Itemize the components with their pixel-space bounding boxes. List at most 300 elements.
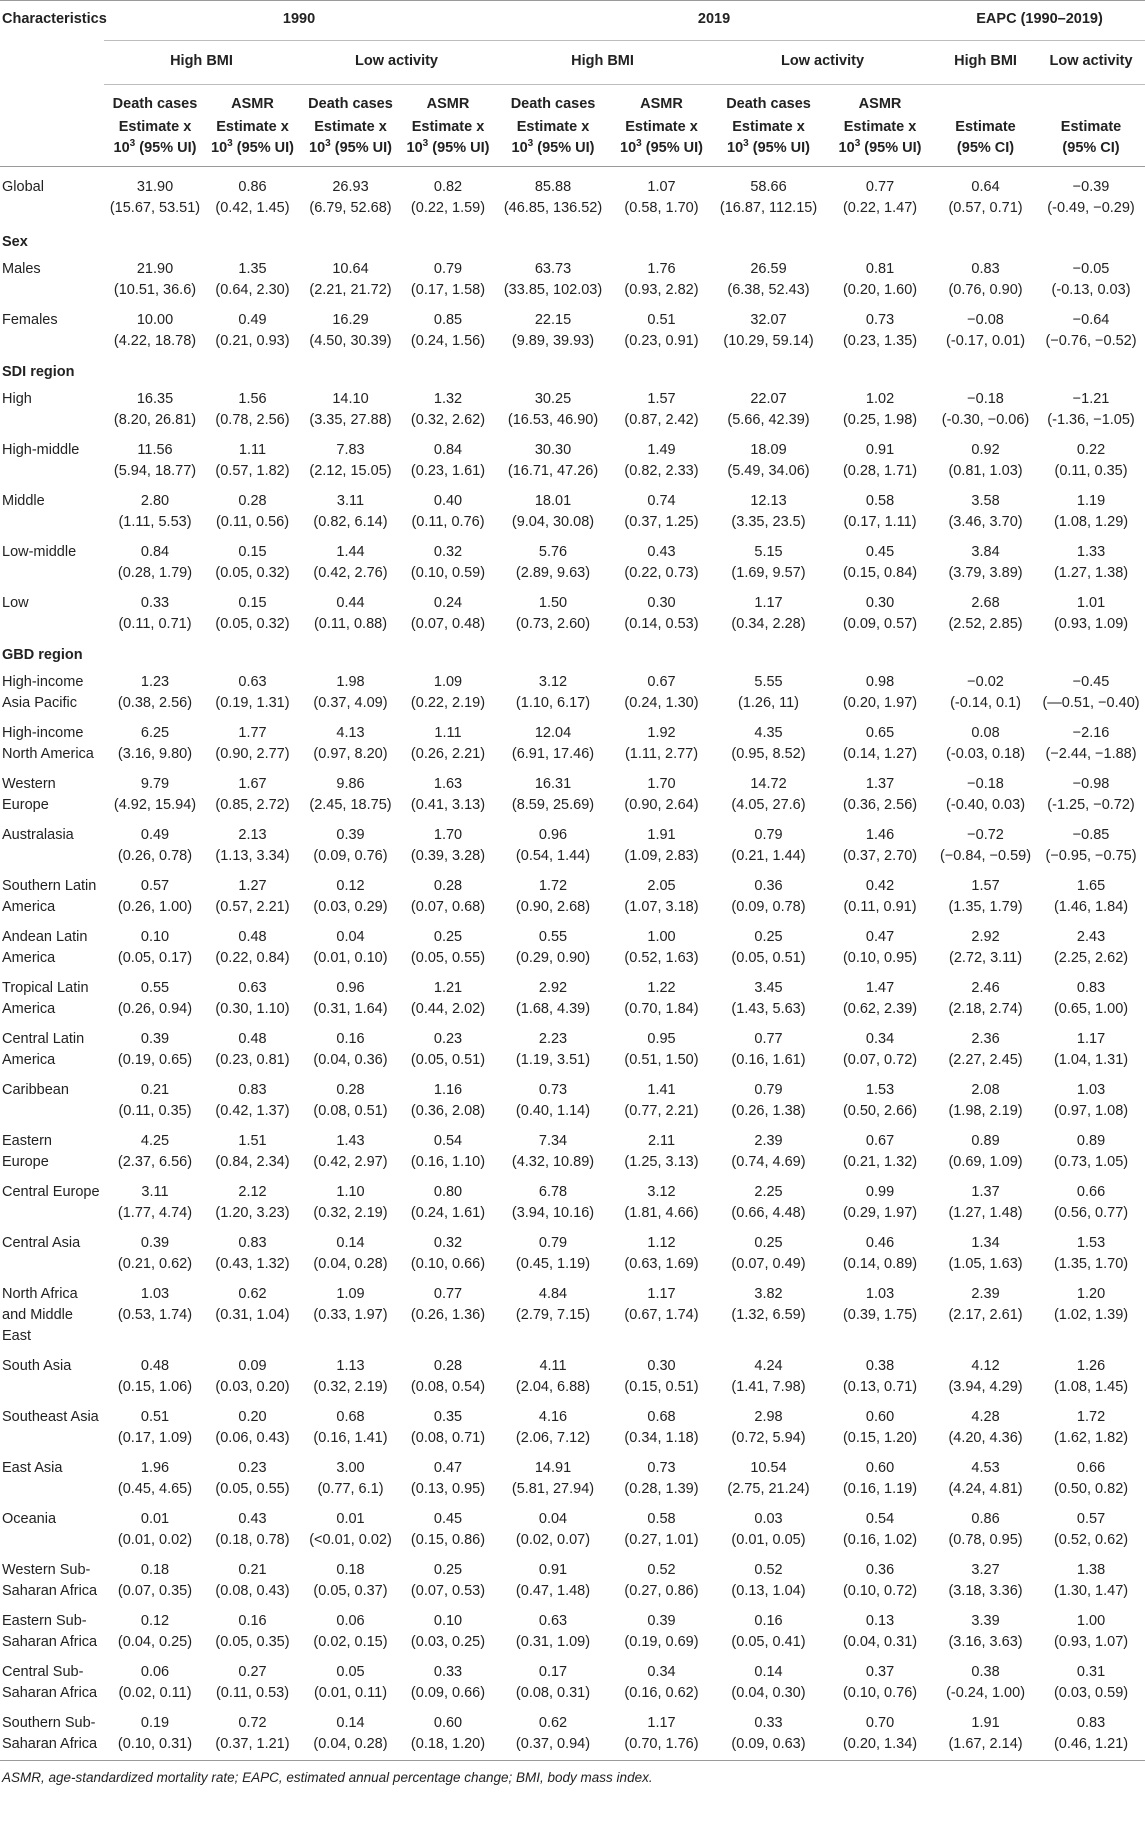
table-cell	[612, 821, 711, 872]
table-cell	[206, 821, 299, 872]
cell-interval: (0.11, 0.56)	[215, 514, 290, 530]
header-units-ui	[714, 138, 823, 159]
cell-interval: (1.09, 2.83)	[624, 848, 699, 864]
cell-interval: (0.66, 4.48)	[731, 1205, 806, 1221]
row-label: Males	[2, 261, 41, 277]
header-death-cases	[104, 85, 206, 167]
table-cell	[934, 719, 1037, 770]
table-cell	[402, 770, 494, 821]
cell-interval: (1.67, 2.14)	[948, 1736, 1023, 1752]
cell-interval: (1.32, 6.59)	[731, 1307, 806, 1323]
cell-interval: (1.62, 1.82)	[1053, 1430, 1129, 1446]
header-ten: 10	[309, 140, 326, 156]
row-label: Central Latin America	[2, 1031, 85, 1068]
table-cell	[612, 385, 711, 436]
cell-interval: (33.85, 102.03)	[503, 282, 603, 298]
cell-interval: (6.91, 17.46)	[511, 746, 595, 762]
cell-estimate: 16.35	[136, 391, 174, 407]
table-cell	[934, 306, 1037, 357]
cell-interval: (2.12, 15.05)	[309, 463, 392, 479]
cell-estimate: 0.49	[140, 827, 170, 843]
cell-interval: (0.10, 0.66)	[410, 1256, 486, 1272]
table-row	[0, 385, 1145, 436]
cell-interval: (0.04, 0.25)	[117, 1634, 193, 1650]
cell-interval: (0.09, 0.66)	[410, 1685, 486, 1701]
cell-interval: (2.52, 2.85)	[948, 616, 1023, 632]
cell-estimate: 3.12	[538, 674, 568, 690]
cell-interval: (0.93, 1.07)	[1053, 1634, 1129, 1650]
table-cell	[1037, 589, 1145, 640]
cell-estimate: 1.70	[433, 827, 463, 843]
cell-interval: (0.10, 0.31)	[117, 1736, 193, 1752]
table-cell	[104, 1403, 206, 1454]
cell-estimate: 0.92	[971, 442, 1000, 458]
table-cell	[612, 306, 711, 357]
cell-interval: (0.37, 0.94)	[515, 1736, 591, 1752]
header-units-ui	[209, 138, 296, 159]
table-cell	[826, 1076, 934, 1127]
cell-interval: (0.24, 1.61)	[410, 1205, 486, 1221]
table-cell	[612, 1178, 711, 1229]
table-cell	[711, 385, 826, 436]
cell-estimate: 0.15	[238, 544, 267, 560]
table-cell	[494, 821, 612, 872]
cell-estimate: 10.54	[750, 1460, 787, 1476]
table-cell	[494, 1076, 612, 1127]
header-asmr-label: ASMR	[640, 96, 683, 112]
cell-estimate: 1.23	[140, 674, 170, 690]
cell-estimate: 1.00	[1076, 1613, 1106, 1629]
cell-estimate: 0.89	[971, 1133, 1000, 1149]
table-cell	[494, 1352, 612, 1403]
cell-interval: (4.05, 27.6)	[731, 797, 806, 813]
table-cell	[711, 589, 826, 640]
table-cell	[104, 538, 206, 589]
table-cell	[711, 1709, 826, 1761]
table-cell	[1037, 167, 1145, 228]
table-cell	[299, 1709, 402, 1761]
cell-estimate: 4.28	[971, 1409, 1000, 1425]
table-cell	[206, 923, 299, 974]
cell-estimate: 3.11	[141, 1184, 169, 1200]
row-label: Western Europe	[2, 776, 56, 813]
cell-interval: (0.85, 2.72)	[215, 797, 290, 813]
table-cell	[934, 821, 1037, 872]
cell-interval: (0.17, 1.58)	[410, 282, 486, 298]
cell-estimate: 0.37	[865, 1664, 895, 1680]
header-exponent: 3	[422, 138, 429, 150]
cell-estimate: 1.03	[140, 1286, 170, 1302]
cell-interval: (0.26, 0.94)	[117, 1001, 193, 1017]
cell-interval: (0.11, 0.76)	[411, 514, 485, 530]
table-cell	[206, 1556, 299, 1607]
cell-estimate: 0.31	[1076, 1664, 1106, 1680]
cell-estimate: 0.28	[336, 1082, 365, 1098]
header-estimate-ci	[1037, 85, 1145, 167]
table-cell	[402, 385, 494, 436]
cell-estimate: 0.25	[754, 1235, 783, 1251]
cell-estimate: 0.45	[433, 1511, 463, 1527]
table-row	[0, 1709, 1145, 1761]
cell-interval: (2.04, 6.88)	[515, 1379, 591, 1395]
cell-estimate: 0.35	[433, 1409, 463, 1425]
cell-estimate: 0.51	[647, 312, 676, 328]
header-ci: (95% CI)	[1062, 140, 1120, 156]
cell-estimate: 2.80	[140, 493, 170, 509]
cell-estimate: 1.76	[647, 261, 676, 277]
cell-interval: (0.07, 0.35)	[117, 1583, 193, 1599]
row-label: Low	[2, 595, 29, 611]
table-cell	[711, 668, 826, 719]
cell-estimate: 0.33	[433, 1664, 463, 1680]
header-ten: 10	[727, 140, 744, 156]
cell-interval: (0.18, 1.20)	[410, 1736, 486, 1752]
cell-interval: (2.27, 2.45)	[948, 1052, 1023, 1068]
cell-interval: (0.08, 0.31)	[515, 1685, 591, 1701]
cell-estimate: 0.91	[865, 442, 895, 458]
table-cell	[494, 385, 612, 436]
table-cell	[934, 1280, 1037, 1352]
cell-interval: (0.15, 1.06)	[117, 1379, 193, 1395]
table-footnote: ASMR, age-standardized mortality rate; EAPC, estimated annual percentage change; BMI, body mass index.	[2, 1770, 653, 1785]
cell-interval: (0.10, 0.76)	[842, 1685, 918, 1701]
table-cell	[206, 1454, 299, 1505]
table-cell	[104, 436, 206, 487]
table-cell	[711, 770, 826, 821]
table-cell	[826, 1280, 934, 1352]
cell-estimate: 5.55	[754, 674, 783, 690]
cell-interval: (0.50, 2.66)	[842, 1103, 918, 1119]
cell-estimate: 0.28	[433, 1358, 463, 1374]
cell-interval: (0.52, 1.63)	[624, 950, 699, 966]
cell-estimate: 0.38	[865, 1358, 895, 1374]
cell-interval: (0.11, 0.35)	[118, 1103, 192, 1119]
header-2019-high-bmi: High BMI	[494, 41, 711, 85]
cell-interval: (0.90, 2.77)	[215, 746, 290, 762]
cell-interval: (1.04, 1.31)	[1053, 1052, 1129, 1068]
cell-estimate: 0.79	[433, 261, 463, 277]
cell-estimate: 4.25	[140, 1133, 170, 1149]
table-cell	[1037, 1280, 1145, 1352]
group-header-row	[0, 640, 1145, 668]
cell-interval: (1.25, 3.13)	[624, 1154, 699, 1170]
cell-interval: (2.06, 7.12)	[515, 1430, 591, 1446]
cell-interval: (2.37, 6.56)	[117, 1154, 193, 1170]
cell-interval: (8.20, 26.81)	[113, 412, 197, 428]
table-cell	[402, 306, 494, 357]
cell-estimate: 0.60	[865, 1409, 895, 1425]
cell-estimate: 0.18	[336, 1562, 365, 1578]
cell-estimate: 0.04	[538, 1511, 568, 1527]
cell-interval: (9.89, 39.93)	[511, 333, 595, 349]
table-cell	[494, 1607, 612, 1658]
cell-estimate: 7.34	[538, 1133, 568, 1149]
cell-interval: (0.22, 1.59)	[410, 200, 486, 216]
cell-interval: (0.39, 1.75)	[842, 1307, 918, 1323]
table-cell	[1037, 436, 1145, 487]
table-cell	[104, 385, 206, 436]
cell-interval: (0.02, 0.15)	[313, 1634, 388, 1650]
cell-interval: (-0.03, 0.18)	[946, 746, 1026, 762]
cell-interval: (0.45, 1.19)	[515, 1256, 591, 1272]
table-cell	[104, 1127, 206, 1178]
cell-estimate: 85.88	[534, 179, 572, 195]
table-cell	[711, 821, 826, 872]
table-cell	[206, 1025, 299, 1076]
table-cell	[612, 1658, 711, 1709]
table-cell	[612, 1280, 711, 1352]
table-cell	[494, 1403, 612, 1454]
table-cell	[934, 770, 1037, 821]
cell-estimate: 2.36	[971, 1031, 1000, 1047]
table-cell	[612, 255, 711, 306]
table-cell	[934, 1709, 1037, 1761]
table-cell	[206, 1607, 299, 1658]
cell-estimate: −0.72	[967, 827, 1004, 843]
cell-estimate: 0.63	[238, 980, 267, 996]
table-cell	[104, 589, 206, 640]
row-label: Oceania	[2, 1511, 57, 1527]
cell-interval: (0.45, 4.65)	[117, 1481, 193, 1497]
table-cell	[402, 872, 494, 923]
cell-interval: (0.58, 1.70)	[624, 200, 699, 216]
cell-interval: (0.93, 1.09)	[1053, 616, 1129, 632]
table-row	[0, 1658, 1145, 1709]
cell-interval: (0.11, 0.35)	[1054, 463, 1128, 479]
header-estimate-ci	[934, 85, 1037, 167]
table-row	[0, 1025, 1145, 1076]
cell-interval: (1.41, 7.98)	[731, 1379, 806, 1395]
table-cell	[826, 974, 934, 1025]
table-cell	[402, 1556, 494, 1607]
cell-estimate: 0.21	[140, 1082, 170, 1098]
cell-estimate: 0.21	[238, 1562, 267, 1578]
table-cell	[826, 821, 934, 872]
table-row	[0, 770, 1145, 821]
header-ui: (95% UI)	[533, 140, 595, 156]
cell-estimate: 1.91	[971, 1715, 1000, 1731]
group-header-row	[0, 227, 1145, 255]
table-header	[0, 1, 1145, 167]
cell-estimate: 0.96	[336, 980, 365, 996]
table-cell	[1037, 1709, 1145, 1761]
table-cell	[104, 1352, 206, 1403]
cell-estimate: 1.37	[865, 776, 895, 792]
table-cell	[934, 167, 1037, 228]
cell-estimate: 0.96	[538, 827, 568, 843]
header-asmr	[402, 85, 494, 167]
cell-interval: (0.05, 0.32)	[215, 565, 290, 581]
table-cell	[934, 1127, 1037, 1178]
cell-estimate: 0.80	[433, 1184, 463, 1200]
header-ui: (95% UI)	[232, 140, 294, 156]
table-cell	[494, 1709, 612, 1761]
table-cell	[494, 974, 612, 1025]
table-cell	[299, 923, 402, 974]
header-death-cases-label: Death cases	[510, 96, 596, 112]
cell-estimate: 0.10	[140, 929, 170, 945]
table-cell	[612, 1505, 711, 1556]
cell-interval: (0.17, 1.09)	[117, 1430, 193, 1446]
cell-interval: (0.07, 0.48)	[410, 616, 486, 632]
table-cell	[612, 719, 711, 770]
cell-estimate: 0.47	[865, 929, 895, 945]
table-cell	[402, 1658, 494, 1709]
table-cell	[402, 1178, 494, 1229]
table-cell	[299, 589, 402, 640]
table-cell	[402, 923, 494, 974]
table-cell	[494, 1127, 612, 1178]
cell-estimate: 0.95	[647, 1031, 676, 1047]
cell-estimate: −0.85	[1072, 827, 1110, 843]
cell-estimate: 2.39	[754, 1133, 783, 1149]
cell-interval: (0.26, 1.36)	[410, 1307, 486, 1323]
header-exponent: 3	[854, 138, 861, 150]
table-cell	[494, 436, 612, 487]
table-cell	[402, 255, 494, 306]
cell-interval: (0.16, 1.10)	[410, 1154, 486, 1170]
table-cell	[826, 1025, 934, 1076]
table-cell	[494, 1658, 612, 1709]
cell-interval: (0.70, 1.84)	[624, 1001, 699, 1017]
cell-interval: (0.01, 0.10)	[313, 950, 388, 966]
table-cell	[934, 1025, 1037, 1076]
header-ten: 10	[511, 140, 528, 156]
table-cell	[104, 821, 206, 872]
cell-interval: (-0.30, −0.06)	[941, 412, 1030, 428]
header-estimate-x: Estimate x	[216, 119, 289, 135]
table-cell	[826, 770, 934, 821]
table-cell	[494, 167, 612, 228]
cell-estimate: 0.32	[433, 1235, 463, 1251]
cell-estimate: 1.03	[1076, 1082, 1106, 1098]
header-units-ui	[405, 138, 491, 159]
cell-interval: (0.90, 2.68)	[515, 899, 591, 915]
cell-estimate: 1.51	[238, 1133, 267, 1149]
cell-interval: (0.26, 1.00)	[117, 899, 193, 915]
table-cell	[711, 974, 826, 1025]
row-label: Middle	[2, 493, 45, 509]
table-cell	[299, 1658, 402, 1709]
table-cell	[104, 1607, 206, 1658]
cell-estimate: 0.73	[865, 312, 895, 328]
table-cell	[206, 1229, 299, 1280]
row-label: Tropical Latin America	[2, 980, 89, 1017]
header-exponent: 3	[129, 138, 136, 150]
cell-estimate: 21.90	[136, 261, 174, 277]
cell-interval: (0.57, 0.71)	[948, 200, 1023, 216]
table-cell	[104, 719, 206, 770]
cell-estimate: 0.58	[865, 493, 895, 509]
cell-estimate: 12.04	[534, 725, 572, 741]
cell-interval: (0.78, 2.56)	[215, 412, 290, 428]
header-ui: (95% UI)	[860, 140, 922, 156]
table-row	[0, 668, 1145, 719]
cell-estimate: 0.83	[1076, 1715, 1106, 1731]
table-cell	[612, 436, 711, 487]
header-units-ui	[302, 138, 399, 159]
table-cell	[1037, 1127, 1145, 1178]
row-label: Low-middle	[2, 544, 77, 560]
cell-estimate: 0.68	[647, 1409, 676, 1425]
cell-estimate: 1.12	[647, 1235, 676, 1251]
cell-interval: (0.31, 1.64)	[313, 1001, 388, 1017]
cell-estimate: 2.68	[971, 595, 1000, 611]
table-cell	[711, 487, 826, 538]
table-cell	[711, 1556, 826, 1607]
cell-interval: (0.95, 8.52)	[731, 746, 806, 762]
cell-estimate: 0.68	[336, 1409, 365, 1425]
cell-interval: (8.59, 25.69)	[511, 797, 595, 813]
cell-estimate: −0.39	[1072, 179, 1110, 195]
cell-estimate: 0.25	[433, 929, 463, 945]
row-label: Southern Latin America	[2, 878, 97, 915]
cell-estimate: 16.31	[534, 776, 572, 792]
header-death-cases	[299, 85, 402, 167]
table-row	[0, 167, 1145, 228]
table-cell	[1037, 1178, 1145, 1229]
header-1990-low-activity: Low activity	[299, 41, 494, 85]
cell-interval: (0.09, 0.76)	[313, 848, 388, 864]
table-cell	[612, 872, 711, 923]
cell-interval: (0.23, 1.61)	[410, 463, 486, 479]
cell-estimate: −0.98	[1072, 776, 1110, 792]
cell-estimate: 0.72	[238, 1715, 267, 1731]
cell-estimate: 3.27	[971, 1562, 1000, 1578]
cell-interval: (0.08, 0.71)	[410, 1430, 486, 1446]
cell-estimate: −0.02	[967, 674, 1004, 690]
cell-estimate: 63.73	[534, 261, 572, 277]
table-cell	[1037, 821, 1145, 872]
cell-interval: (2.75, 21.24)	[727, 1481, 810, 1497]
cell-interval: (0.05, 0.55)	[215, 1481, 290, 1497]
cell-interval: (0.01, 0.02)	[117, 1532, 193, 1548]
cell-interval: (0.36, 2.08)	[410, 1103, 486, 1119]
table-cell	[206, 167, 299, 228]
table-cell	[934, 487, 1037, 538]
cell-estimate: 0.34	[647, 1664, 676, 1680]
row-label: High-income Asia Pacific	[2, 674, 84, 711]
cell-interval: (0.11, 0.88)	[313, 616, 388, 632]
cell-estimate: 1.17	[754, 595, 783, 611]
table-cell	[934, 974, 1037, 1025]
cell-interval: (0.42, 1.37)	[215, 1103, 290, 1119]
header-exponent: 3	[527, 138, 534, 150]
cell-estimate: 1.17	[1076, 1031, 1106, 1047]
header-asmr-label: ASMR	[426, 96, 470, 112]
group-label: Sex	[2, 234, 28, 250]
cell-interval: (0.15, 1.20)	[842, 1430, 918, 1446]
cell-estimate: 1.53	[1076, 1235, 1106, 1251]
cell-interval: (0.04, 0.28)	[313, 1736, 388, 1752]
cell-interval: (0.16, 1.41)	[313, 1430, 388, 1446]
cell-estimate: 0.45	[865, 544, 895, 560]
cell-estimate: 0.98	[865, 674, 895, 690]
table-cell	[1037, 668, 1145, 719]
cell-estimate: 1.91	[647, 827, 676, 843]
table-cell	[104, 1076, 206, 1127]
cell-estimate: 0.57	[140, 878, 170, 894]
row-label: North Africa and Middle East	[2, 1286, 78, 1344]
header-asmr-label: ASMR	[858, 96, 902, 112]
table-cell	[206, 255, 299, 306]
row-label: High-income North America	[2, 725, 94, 762]
cell-estimate: 0.86	[238, 179, 267, 195]
table-cell	[206, 1505, 299, 1556]
table-cell	[299, 974, 402, 1025]
cell-estimate: 0.10	[433, 1613, 463, 1629]
row-label: Central Asia	[2, 1235, 81, 1251]
